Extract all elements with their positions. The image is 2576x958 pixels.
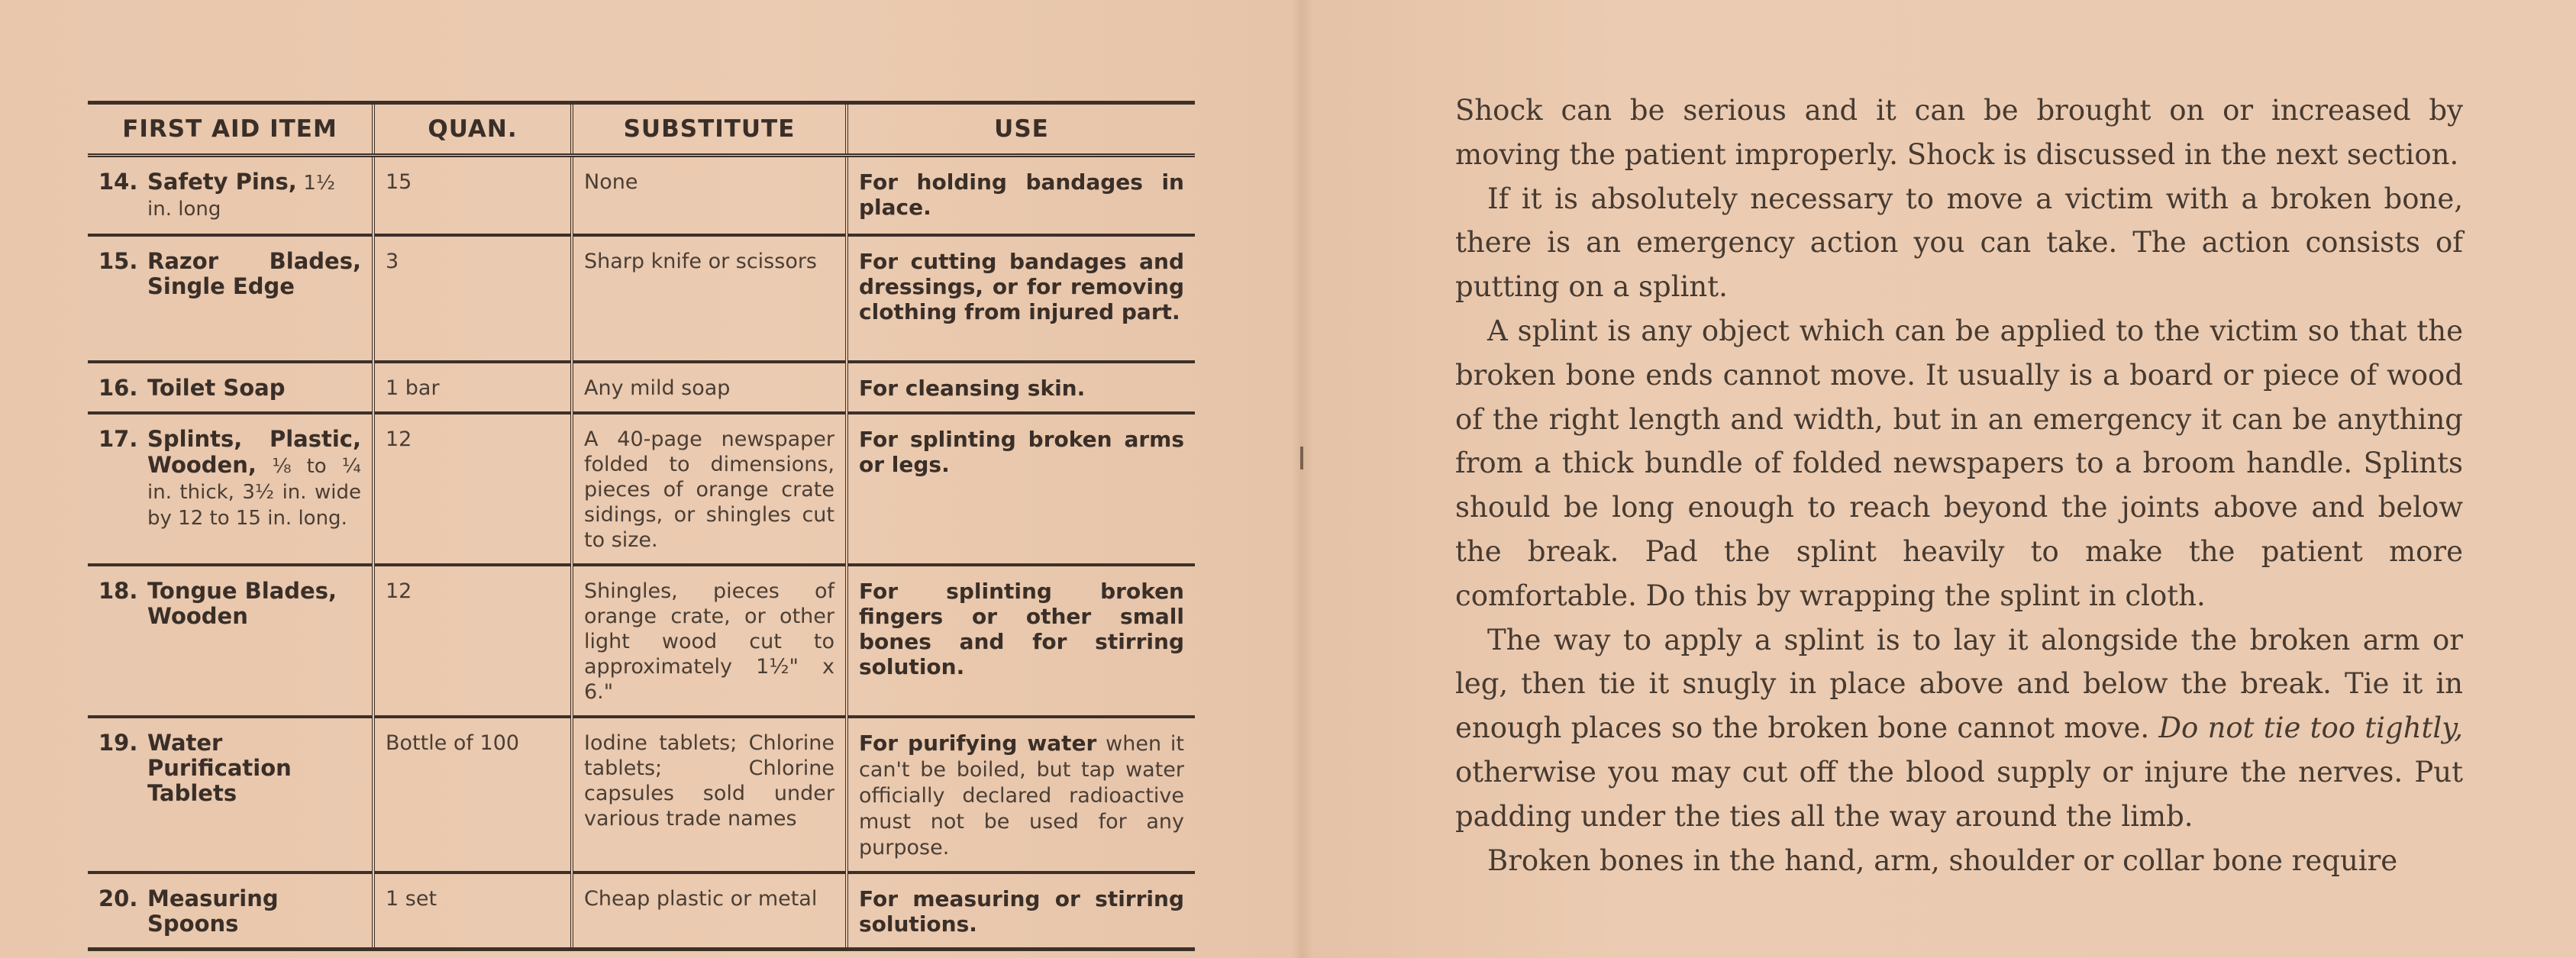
item-name: Splints, Plastic, Wooden, (147, 425, 361, 478)
table-header-row (88, 103, 1195, 156)
first-aid-table (88, 101, 1195, 951)
item-cell (88, 362, 373, 413)
table-row (88, 235, 1195, 362)
table-row (88, 413, 1195, 565)
quantity-cell: 12 (373, 565, 572, 717)
use-cell (847, 156, 1195, 235)
use-cell (847, 413, 1195, 565)
item-detail: ⅛ to ¼ in. thick, 3½ in. wide by 12 to 15 in. long. (147, 454, 361, 530)
apply-splint-text-b: otherwise you may cut off the blood supply or injure the nerves. Put padding under the ties all the way around the limb. (1455, 755, 2463, 833)
quantity-cell: 3 (373, 235, 572, 362)
header-quantity: QUAN. (373, 103, 572, 156)
use-lead: For purifying water (859, 730, 1097, 756)
table-row (88, 565, 1195, 717)
use-text: For measuring or stirring solutions. (859, 885, 1184, 937)
item-name: Razor Blades, Single Edge (147, 247, 361, 299)
header-substitute: SUBSTITUTE (572, 103, 847, 156)
binding-mark (1300, 447, 1303, 469)
substitute-cell: Any mild soap (572, 362, 847, 413)
use-cell (847, 873, 1195, 950)
quantity-cell: 12 (373, 413, 572, 565)
paragraph-splint-definition: A splint is any object which can be applied to the victim so that the broken bone ends cannot move. It usually is a board or piece of wood of the right length and width, but in an emergency it can be anything from a thick bundle of folded newspapers to a broom handle. Splints should be long enough to reach beyond the joints above and below the break. Pad the splint heavily to make the patient more comfortable. Do this by wrapping the splint in cloth. (1455, 314, 2463, 612)
item-number: 15. (98, 247, 138, 274)
item-name: Safety Pins, (147, 169, 297, 195)
item-name: Water Purification Tablets (147, 729, 292, 806)
table-row (88, 156, 1195, 235)
item-number: 20. (98, 885, 138, 911)
paragraph-shock: Shock can be serious and it can be brought on or increased by moving the patient improperly. Shock is discussed in the next section. (1455, 94, 2463, 171)
quantity-cell: 1 bar (373, 362, 572, 413)
table-row (88, 873, 1195, 950)
substitute-cell: None (572, 156, 847, 235)
first-aid-table-container (88, 101, 1195, 951)
right-page-text (1455, 89, 2463, 882)
use-text: For splinting broken arms or legs. (859, 426, 1184, 477)
table-row (88, 717, 1195, 873)
use-text: For splinting broken fingers or other small bones and for stirring solution. (859, 578, 1184, 679)
use-text: For cleansing skin. (859, 375, 1086, 401)
quantity-cell: 15 (373, 156, 572, 235)
item-number: 18. (98, 577, 138, 604)
apply-splint-text-a: The way to apply a splint is to lay it alongside the broken arm or leg, then tie it snugly in place above and below the break. Tie it in enough places so the broken bone cannot move. (1455, 623, 2463, 745)
use-text: For holding bandages in place. (859, 169, 1184, 220)
item-cell (88, 717, 373, 873)
item-name: Toilet Soap (147, 374, 286, 401)
item-number: 17. (98, 425, 138, 452)
book-spine (1290, 0, 1313, 958)
item-number: 19. (98, 729, 138, 756)
header-first-aid-item: FIRST AID ITEM (88, 103, 373, 156)
table-row (88, 362, 1195, 413)
substitute-cell: Shingles, pieces of orange crate, or other light wood cut to approximately 1½" x 6." (572, 565, 847, 717)
use-cell (847, 362, 1195, 413)
item-number: 14. (98, 169, 138, 195)
use-cell (847, 565, 1195, 717)
use-rest: when it can't be boiled, but tap water officially declared radioactive must not be used for any purpose. (859, 731, 1185, 860)
paragraph-broken-bones: Broken bones in the hand, arm, shoulder or collar bone require (1487, 843, 2398, 877)
substitute-cell: Sharp knife or scissors (572, 235, 847, 362)
item-name: Tongue Blades, Wooden (147, 577, 337, 629)
apply-splint-emphasis: Do not tie too tightly, (2158, 711, 2463, 745)
use-text (859, 731, 1184, 860)
use-cell (847, 235, 1195, 362)
paragraph-emergency-action: If it is absolutely necessary to move a victim with a broken bone, there is an emergency action you can take. The action consists of putting on a splint. (1455, 182, 2463, 304)
item-detail: 1½ in. long (147, 172, 336, 221)
item-cell (88, 235, 373, 362)
item-cell (88, 413, 373, 565)
use-text: For cutting bandages and dressings, or for removing clothing from injured part. (859, 248, 1184, 324)
use-cell (847, 717, 1195, 873)
substitute-cell: A 40-page newspaper folded to dimensions, pieces of orange crate sidings, or shingles cut to size. (572, 413, 847, 565)
item-number: 16. (98, 374, 138, 401)
paragraph-apply-splint (1455, 618, 2463, 839)
substitute-cell: Iodine tablets; Chlorine tablets; Chlorine capsules sold under various trade names (572, 717, 847, 873)
item-cell (88, 873, 373, 950)
quantity-cell: 1 set (373, 873, 572, 950)
header-use: USE (847, 103, 1195, 156)
item-cell (88, 565, 373, 717)
substitute-cell: Cheap plastic or metal (572, 873, 847, 950)
item-name: Measuring Spoons (147, 885, 279, 937)
item-cell (88, 156, 373, 235)
quantity-cell: Bottle of 100 (373, 717, 572, 873)
